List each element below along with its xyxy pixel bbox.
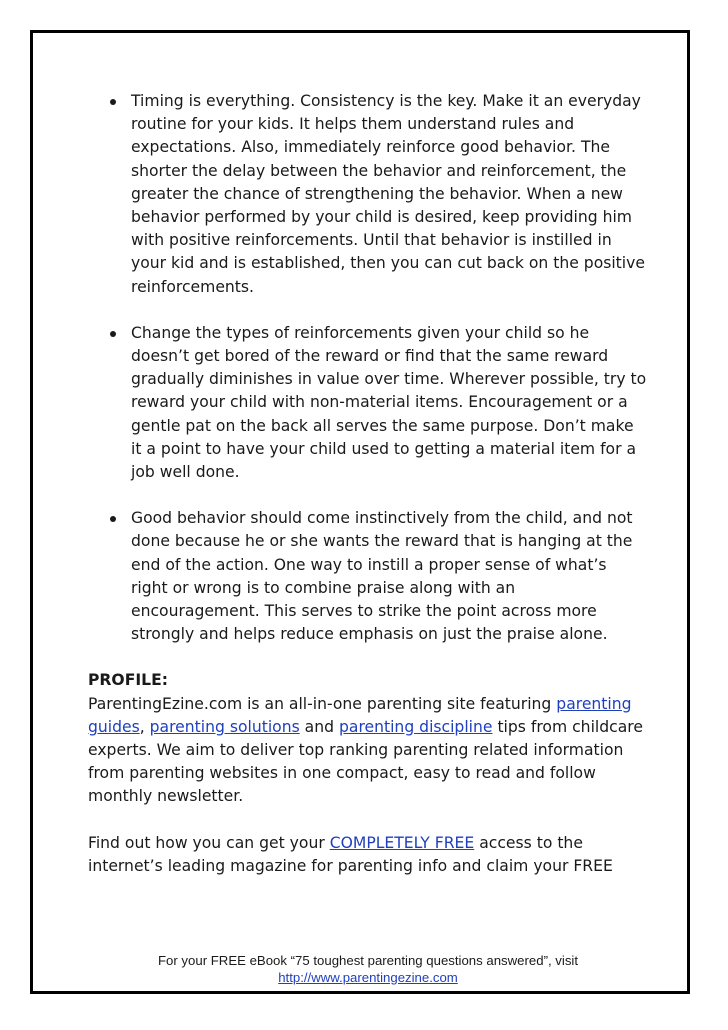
bullet-text: Timing is everything. Consistency is the key. Make it an everyday routine for your kids. It helps them understand rules and expectations. Also, immediately reinforce good behavior. The shorter the delay between the behavior and reinforcement, the greater the chance of strengthening the behavior. When a new behavior performed by your child is desired, keep providing him with positive reinforcements. Until that behavior is instilled in your kid and is established, then you can cut back on the positive reinforcements. bbox=[131, 92, 645, 296]
list-item bbox=[88, 507, 648, 646]
cta-text: access to the internet’s leading magazine for parenting info and claim your FREE bbox=[88, 833, 613, 875]
parenting-solutions-link[interactable]: parenting solutions bbox=[149, 717, 300, 736]
list-item bbox=[88, 322, 648, 484]
profile-text: ParentingEzine.com is an all-in-one parenting site featuring bbox=[88, 694, 557, 713]
completely-free-link[interactable]: COMPLETELY FREE bbox=[329, 833, 475, 852]
profile-text: , bbox=[139, 717, 150, 736]
tips-list bbox=[88, 90, 648, 646]
bullet-text: Change the types of reinforcements given your child so he doesn’t get bored of the reward or find that the same reward gradually diminishes in value over time. Wherever possible, try to reward your child with non-material items. Encouragement or a gentle pat on the back all serves the same purpose. Don’t make it a point to have your child used to getting a material item for a job well done. bbox=[131, 323, 647, 482]
bullet-text: Good behavior should come instinctively from the child, and not done because he or she wants the reward that is hanging at the end of the action. One way to instill a proper sense of what’s right or wrong is to combine praise along with an encouragement. This serves to strike the point across more strongly and helps reduce emphasis on just the praise alone. bbox=[131, 509, 633, 644]
page-footer bbox=[88, 952, 648, 986]
cta-paragraph bbox=[88, 832, 648, 878]
profile-section bbox=[88, 669, 648, 808]
profile-text: and bbox=[299, 717, 339, 736]
bullet-icon bbox=[110, 99, 116, 105]
parenting-guides-link[interactable]: parenting guides bbox=[88, 694, 632, 736]
list-item bbox=[88, 90, 648, 299]
parenting-discipline-link[interactable]: parenting discipline bbox=[338, 717, 493, 736]
cta-text: Find out how you can get your bbox=[88, 833, 330, 852]
profile-paragraph bbox=[88, 693, 648, 809]
profile-text: tips from childcare experts. We aim to deliver top ranking parenting related information from parenting websites in one compact, easy to read and follow monthly newsletter. bbox=[88, 717, 643, 806]
footer-url-link[interactable]: http://www.parentingezine.com bbox=[278, 970, 458, 985]
bullet-icon bbox=[110, 331, 116, 337]
bullet-icon bbox=[110, 516, 116, 522]
footer-text: For your FREE eBook “75 toughest parenting questions answered”, visit bbox=[157, 953, 579, 968]
page-body bbox=[88, 90, 648, 878]
profile-heading: PROFILE: bbox=[88, 671, 168, 690]
